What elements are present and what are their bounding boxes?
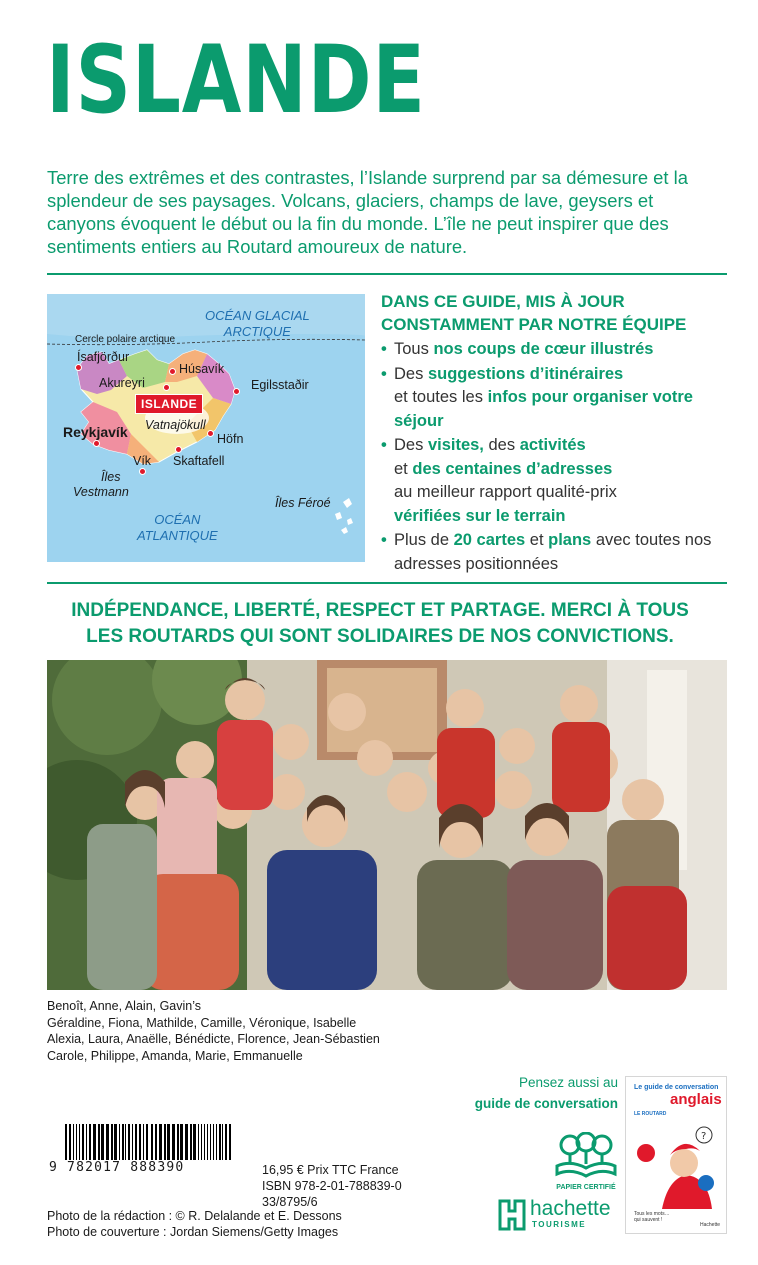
team-names-line2: Géraldine, Fiona, Mathilde, Camille, Véronique, Isabelle xyxy=(47,1015,357,1030)
guide-item-1-highlight: nos coups de cœur illustrés xyxy=(433,340,654,358)
barcode-bar xyxy=(210,1124,211,1160)
credits-line1: Photo de la rédaction : © R. Delalande et E. Dessons xyxy=(47,1209,342,1223)
divider-middle xyxy=(47,582,727,584)
map-country-badge: ISLANDE xyxy=(135,394,203,414)
bullet-icon: • xyxy=(381,340,387,358)
price-info xyxy=(262,1162,402,1210)
barcode-bar xyxy=(125,1124,126,1160)
map-label-isafjordur: Ísafjörður xyxy=(77,350,130,364)
guide-features xyxy=(381,290,731,577)
team-names xyxy=(47,998,380,1064)
credits-line2: Photo de couverture : Jordan Siemens/Getty Images xyxy=(47,1225,339,1239)
guide-heading-line1: DANS CE GUIDE, MIS À JOUR xyxy=(381,292,625,311)
barcode-bar xyxy=(167,1124,170,1160)
guide-item-2-highlight-b: suggestions d’itinéraires xyxy=(427,364,624,383)
slogan-line1: INDÉPENDANCE, LIBERTÉ, RESPECT ET PARTAGE. MERCI À TOUS xyxy=(71,600,689,621)
iceland-map xyxy=(47,294,365,562)
guide-item-3-text-e: et xyxy=(394,459,413,478)
barcode-bar xyxy=(216,1124,217,1160)
bullet-icon: • xyxy=(381,364,387,383)
guide-item-4-text-c: et xyxy=(525,531,549,549)
map-label-vestmann-1: Îles xyxy=(101,470,121,484)
barcode-bar xyxy=(119,1124,120,1160)
map-ocean-south-line1: OCÉAN xyxy=(154,512,201,527)
guide-item-3-text-a: Des xyxy=(394,436,428,454)
guide-item-3-text-g: au meilleur rapport qualité-prix xyxy=(394,483,617,501)
guide-item-3-highlight-f: des centaines d’adresses xyxy=(412,459,613,478)
guide-heading-line2: CONSTAMMENT PAR NOTRE ÉQUIPE xyxy=(381,315,687,334)
think-also-line2: guide de conversation xyxy=(474,1096,618,1111)
price-line: 16,95 € Prix TTC France xyxy=(262,1163,399,1177)
think-also xyxy=(440,1072,618,1114)
barcode-bar xyxy=(164,1124,166,1160)
photo-credits xyxy=(47,1208,342,1240)
team-names-line1: Benoît, Anne, Alain, Gavin’s xyxy=(47,999,202,1013)
guide-item-4-highlight-b: 20 cartes xyxy=(453,531,526,549)
book-title-line2: anglais xyxy=(670,1091,722,1108)
reference-line: 33/8795/6 xyxy=(262,1195,318,1209)
guide-item-3-highlight-h: vérifiées sur le terrain xyxy=(394,506,566,525)
think-also-line1: Pensez aussi au xyxy=(518,1075,618,1090)
certified-paper-logo xyxy=(553,1132,619,1191)
guide-item-1 xyxy=(381,338,731,362)
barcode-bar xyxy=(219,1124,221,1160)
barcode-bar xyxy=(73,1124,74,1160)
slogan xyxy=(40,598,720,650)
map-ocean-south xyxy=(137,512,218,544)
barcode-bar xyxy=(114,1124,117,1160)
map-label-skaftafell: Skaftafell xyxy=(173,454,225,468)
barcode-bar xyxy=(139,1124,141,1160)
map-ocean-north xyxy=(205,308,310,340)
barcode-bar xyxy=(82,1124,84,1160)
team-names-line3: Alexia, Laura, Anaëlle, Bénédicte, Florence, Jean-Sébastien xyxy=(47,1032,380,1046)
barcode-bar xyxy=(159,1124,162,1160)
barcode-bar xyxy=(128,1124,130,1160)
map-dot-akureyri xyxy=(163,384,170,391)
guide-heading xyxy=(381,290,731,336)
guide-item-2-text-c: et toutes les xyxy=(394,388,488,406)
barcode-bar xyxy=(89,1124,91,1160)
map-dot-vik xyxy=(139,468,146,475)
guide-item-4-highlight-d: plans xyxy=(548,531,592,549)
team-photo xyxy=(47,660,727,990)
map-label-feroe: Îles Féroé xyxy=(275,496,331,510)
slogan-line2: LES ROUTARDS QUI SONT SOLIDAIRES DE NOS CONVICTIONS. xyxy=(86,626,674,647)
barcode-bar xyxy=(135,1124,137,1160)
barcode-bar xyxy=(201,1124,202,1160)
barcode-bar xyxy=(213,1124,214,1160)
barcode-bar xyxy=(177,1124,179,1160)
divider-top xyxy=(47,273,727,275)
barcode-bar xyxy=(172,1124,175,1160)
barcode-bar xyxy=(204,1124,205,1160)
map-dot-hofn xyxy=(207,430,214,437)
hachette-h-icon xyxy=(498,1199,526,1231)
team-names-line4: Carole, Philippe, Amanda, Marie, Emmanuelle xyxy=(47,1048,303,1063)
barcode-bar xyxy=(93,1124,96,1160)
map-dot-skaftafell xyxy=(175,446,182,453)
guide-item-3 xyxy=(381,434,731,528)
guide-item-3-highlight-b: visites, xyxy=(427,436,484,454)
barcode-digits: 9 782017 888390 xyxy=(47,1160,247,1175)
guide-item-2-text-a: Des xyxy=(394,364,428,383)
barcode-bar xyxy=(207,1124,208,1160)
barcode-bar xyxy=(76,1124,77,1160)
map-label-husavik: Húsavík xyxy=(179,362,225,376)
book-publisher: Hachette xyxy=(699,1222,720,1228)
certified-paper-text: PAPIER CERTIFIÉ xyxy=(556,1184,616,1191)
barcode-bar xyxy=(86,1124,87,1160)
intro-paragraph: Terre des extrêmes et des contrastes, l’Islande surprend par sa démesure et la splendeur de ses paysages. Volcans, glaciers, champs de lave, geysers et canyons évoquent le début ou la fin du monde. L’île ne peut inspirer que des sentiments entiers au Routard amoureux de nature. xyxy=(47,167,688,257)
barcode-bar xyxy=(198,1124,199,1160)
guide-item-4 xyxy=(381,529,731,576)
map-label-hofn: Höfn xyxy=(217,432,244,446)
map-dot-egilsstadir xyxy=(233,388,240,395)
team-photo-illustration xyxy=(47,660,727,990)
guide-item-4-text-a: Plus de xyxy=(394,531,454,549)
barcode-bar xyxy=(122,1124,124,1160)
page-title: ISLANDE xyxy=(46,26,426,135)
book-tagline: Tous les mots… qui sauvent ! xyxy=(634,1211,670,1223)
barcode-bar xyxy=(101,1124,104,1160)
map-dot-isafjordur xyxy=(75,364,82,371)
map-ocean-north-line1: OCÉAN GLACIAL xyxy=(205,308,310,323)
map-label-akureyri: Akureyri xyxy=(99,376,145,390)
map-dot-husavik xyxy=(169,368,176,375)
map-label-reykjavik: Reykjavík xyxy=(63,424,128,440)
conversation-guide-cover xyxy=(625,1076,727,1234)
barcode-bar xyxy=(79,1124,80,1160)
book-routard-badge: LE ROUTARD xyxy=(634,1111,667,1117)
map-ocean-north-line2: ARCTIQUE xyxy=(223,324,291,339)
map-label-egilsstadir: Egilsstaðir xyxy=(251,378,309,392)
isbn-line: ISBN 978-2-01-788839-0 xyxy=(262,1179,402,1193)
barcode-bar xyxy=(180,1124,183,1160)
guide-item-4-text-e: avec toutes nos adresses positionnées xyxy=(394,531,712,573)
barcode-bar xyxy=(106,1124,109,1160)
barcode-bar xyxy=(111,1124,113,1160)
guide-item-3-highlight-d: activités xyxy=(519,436,586,454)
hachette-wordmark: hachette xyxy=(530,1197,611,1220)
book-illustration xyxy=(634,1125,722,1211)
barcode xyxy=(47,1124,247,1190)
bullet-icon: • xyxy=(381,531,387,549)
map-dot-reykjavik xyxy=(93,440,100,447)
barcode-bar xyxy=(190,1124,192,1160)
barcode-bar xyxy=(222,1124,223,1160)
guide-item-2 xyxy=(381,363,731,434)
book-title-line1: Le guide de conversation xyxy=(634,1084,719,1091)
map-label-vik: Vík xyxy=(133,454,152,468)
map-arctic-circle-label: Cercle polaire arctique xyxy=(75,334,176,345)
guide-item-1-text: Tous xyxy=(394,340,434,358)
barcode-bar xyxy=(193,1124,196,1160)
guide-item-2-highlight-d: infos pour organiser votre séjour xyxy=(394,388,693,430)
svg-text:?: ? xyxy=(701,1131,707,1142)
tree-book-icon xyxy=(553,1132,619,1178)
hachette-logo xyxy=(498,1197,611,1236)
barcode-bar xyxy=(98,1124,100,1160)
hachette-subtitle: TOURISME xyxy=(532,1220,587,1229)
barcode-bar xyxy=(146,1124,148,1160)
map-label-vatnajokull: Vatnajökull xyxy=(145,418,206,432)
barcode-bar xyxy=(185,1124,188,1160)
guide-item-3-text-c: des xyxy=(483,436,520,454)
map-label-vestmann-2: Vestmann xyxy=(73,485,129,499)
bullet-icon: • xyxy=(381,436,387,454)
barcode-bar xyxy=(132,1124,133,1160)
map-ocean-south-line2: ATLANTIQUE xyxy=(137,528,218,543)
barcode-bar xyxy=(143,1124,144,1160)
